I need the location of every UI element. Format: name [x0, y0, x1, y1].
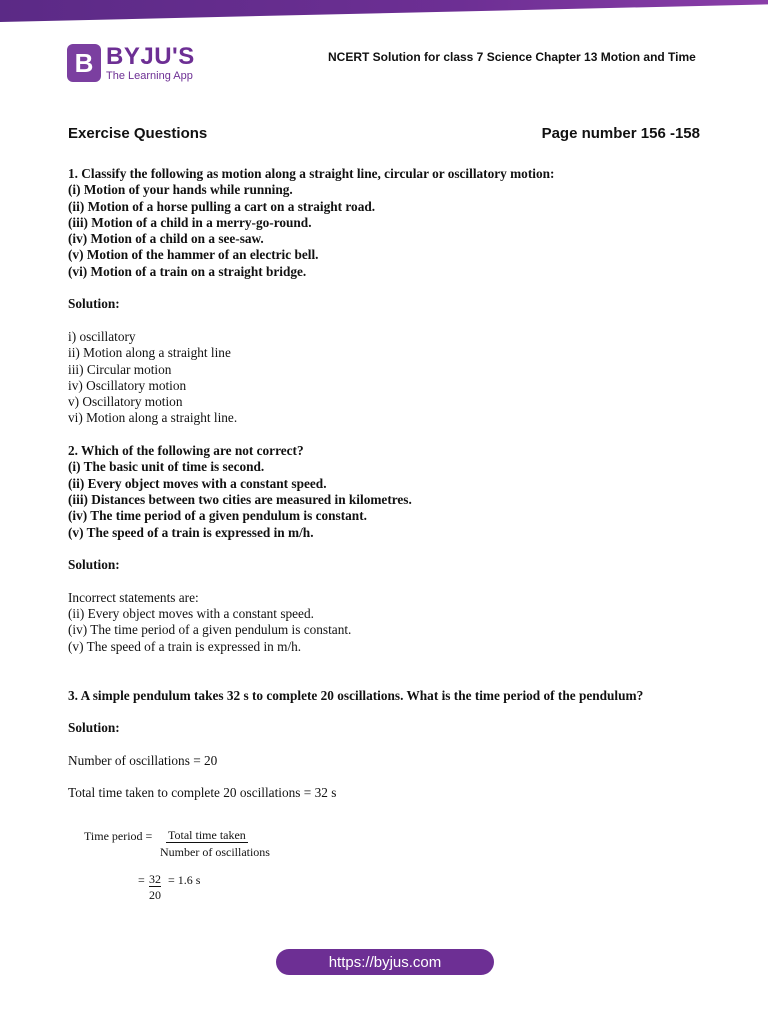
- section-header: [68, 125, 700, 142]
- q3-total-time: Total time taken to complete 20 oscillations = 32 s: [68, 785, 337, 801]
- q2-item: (v) The speed of a train is expressed in m/h.: [68, 524, 314, 540]
- q1-item: (v) Motion of the hammer of an electric bell.: [68, 247, 319, 263]
- q1-item: (vi) Motion of a train on a straight bridge.: [68, 263, 307, 279]
- q2-answer: (v) The speed of a train is expressed in m/h.: [68, 638, 302, 654]
- calc-equals: =: [138, 873, 145, 887]
- formula-label: Time period =: [84, 829, 153, 843]
- q1-item: (i) Motion of your hands while running.: [68, 182, 293, 198]
- calc-numerator: 32: [149, 872, 161, 886]
- q3-oscillations: Number of oscillations = 20: [68, 752, 218, 768]
- q3-solution-label: Solution:: [68, 720, 120, 736]
- formula-numerator: Total time taken: [168, 828, 246, 842]
- question-1: 1. Classify the following as motion along a straight line, circular or oscillatory motion:: [68, 166, 555, 181]
- q1-item: (iv) Motion of a child on a see-saw.: [68, 231, 264, 247]
- document-title: NCERT Solution for class 7 Science Chapter 13 Motion and Time: [328, 50, 696, 64]
- q1-answer: i) oscillatory: [68, 328, 136, 344]
- logo-mark: B: [67, 44, 101, 82]
- q2-answer: (iv) The time period of a given pendulum is constant.: [68, 622, 352, 638]
- brand-name: BYJU'S: [106, 42, 195, 70]
- q1-answer: v) Oscillatory motion: [68, 394, 183, 410]
- top-banner: [0, 0, 768, 22]
- logo-text: [106, 42, 195, 82]
- q2-solution-label: Solution:: [68, 557, 120, 573]
- q2-item: (iii) Distances between two cities are measured in kilometres.: [68, 491, 412, 507]
- q1-answer: vi) Motion along a straight line.: [68, 410, 238, 426]
- formula-denominator: Number of oscillations: [160, 845, 270, 859]
- q1-answer: iv) Oscillatory motion: [68, 377, 187, 393]
- section-title: Exercise Questions: [68, 125, 208, 142]
- page-range: Page number 156 -158: [541, 125, 700, 142]
- question-2: 2. Which of the following are not correct?: [68, 443, 304, 459]
- time-period-formula: [84, 828, 324, 902]
- question-3: 3. A simple pendulum takes 32 s to complete 20 oscillations. What is the time period of the pendulum?: [68, 687, 644, 703]
- q2-item: (i) The basic unit of time is second.: [68, 459, 265, 475]
- q2-item: (ii) Every object moves with a constant speed.: [68, 475, 327, 491]
- q1-answer: ii) Motion along a straight line: [68, 345, 231, 361]
- calc-denominator: 20: [149, 888, 161, 902]
- q1-item: (iii) Motion of a child in a merry-go-round.: [68, 214, 312, 230]
- q2-answer: Incorrect statements are:: [68, 589, 199, 605]
- byjus-logo[interactable]: [67, 44, 195, 82]
- calc-result: = 1.6 s: [168, 873, 201, 887]
- website-link[interactable]: https://byjus.com: [276, 949, 494, 975]
- q2-item: (iv) The time period of a given pendulum is constant.: [68, 508, 367, 524]
- q1-answer: iii) Circular motion: [68, 361, 172, 377]
- document-body: [68, 166, 708, 802]
- brand-tagline: The Learning App: [106, 69, 193, 82]
- q1-item: (ii) Motion of a horse pulling a cart on a straight road.: [68, 198, 376, 214]
- q1-solution-label: Solution:: [68, 296, 120, 312]
- q2-answer: (ii) Every object moves with a constant speed.: [68, 606, 314, 622]
